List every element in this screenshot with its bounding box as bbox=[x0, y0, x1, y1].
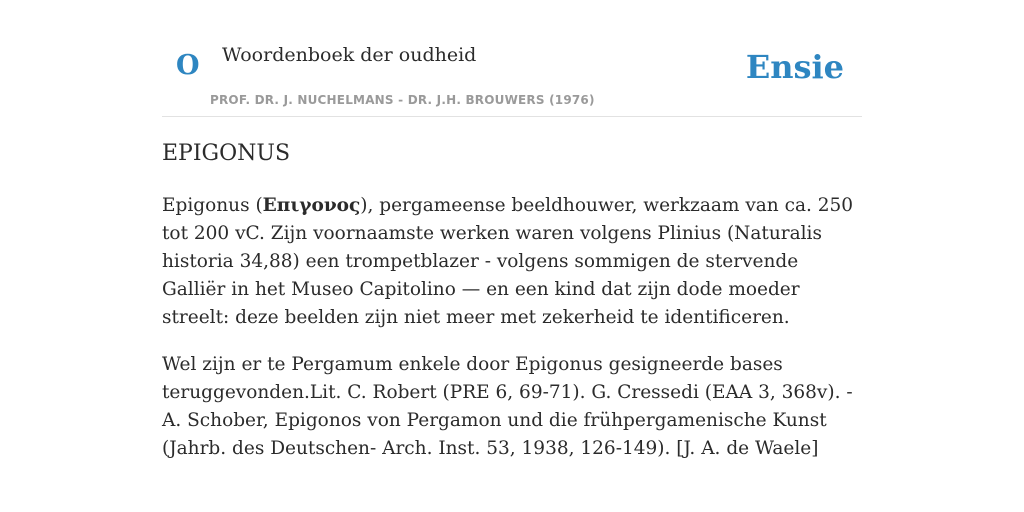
dictionary-header bbox=[162, 0, 862, 117]
entry-paragraph-1-start: Epigonus ( bbox=[162, 195, 263, 216]
index-letter[interactable]: O bbox=[176, 50, 200, 81]
entry-body bbox=[162, 192, 862, 482]
dictionary-authors: PROF. DR. J. NUCHELMANS - DR. J.H. BROUWERS (1976) bbox=[210, 93, 595, 107]
ensie-logo-link[interactable]: Ensie bbox=[745, 48, 844, 86]
entry-headword: EPIGONUS bbox=[162, 141, 291, 166]
greek-name: Επιγονος bbox=[262, 195, 361, 216]
entry-paragraph-1 bbox=[162, 192, 862, 332]
page bbox=[162, 0, 862, 459]
entry-paragraph-2: Wel zijn er te Pergamum enkele door Epigonus gesigneerde bases teruggevonden.Lit. C. Robert (PRE 6, 69-71). G. Cressedi (EAA 3, 368v). - A. Schober, Epigonos von Pergamon und die frühpergamenische Kunst (Jahrb. des Deutschen- Arch. Inst. 53, 1938, 126-149). [J. A. de Waele] bbox=[162, 354, 853, 459]
dictionary-title[interactable]: Woordenboek der oudheid bbox=[222, 44, 477, 66]
entry-paragraph-1-rest: ), pergameense beeldhouwer, werkzaam van ca. 250 tot 200 vC. Zijn voornaamste werken waren volgens Plinius (Naturalis historia 34,88) een trompetblazer - volgens sommigen de stervende Galliër in het Museo Capitolino — en een kind dat zijn dode moeder streelt: deze beelden zijn niet meer met zekerheid te identificeren. bbox=[162, 195, 854, 328]
